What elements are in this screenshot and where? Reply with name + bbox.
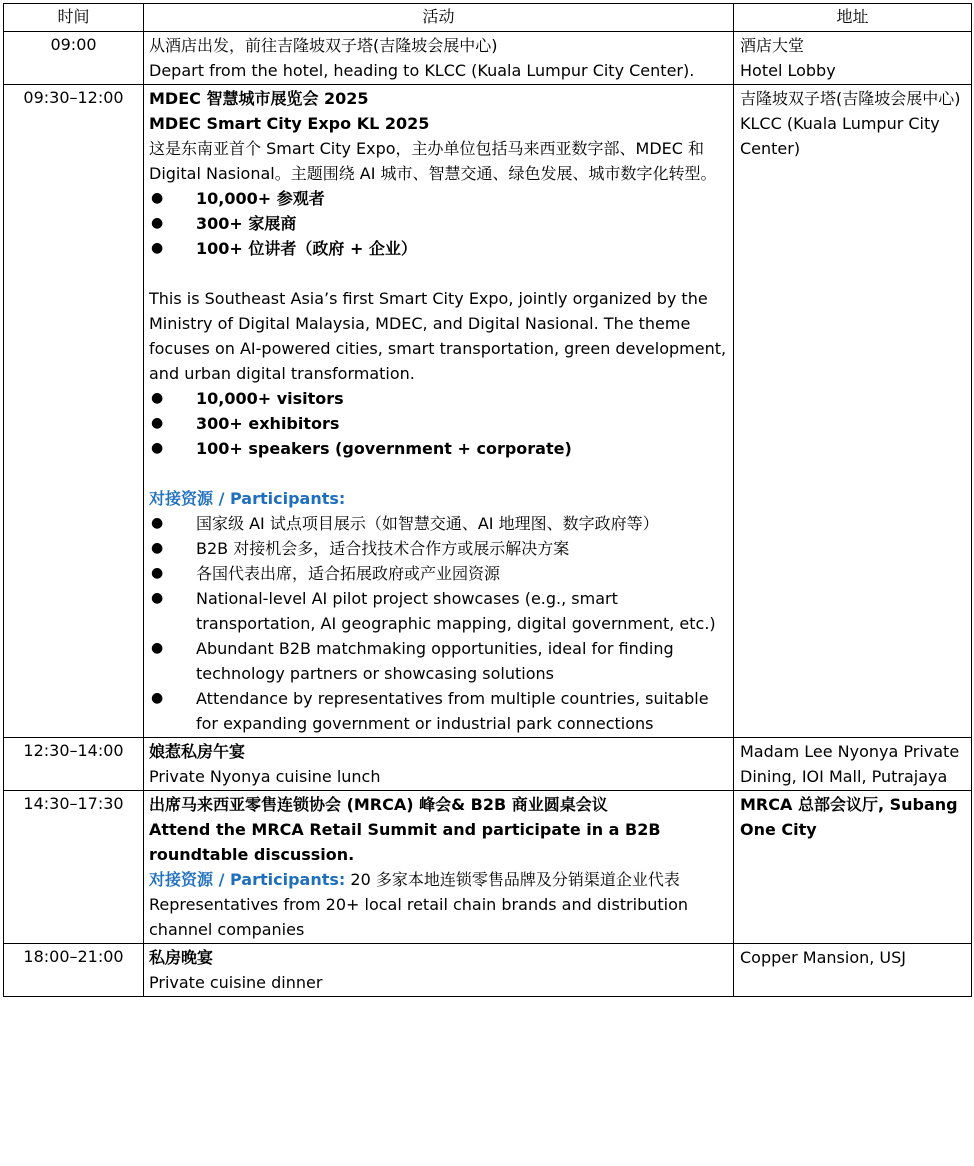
participants-label: 对接资源 / Participants:	[149, 870, 346, 889]
table-row	[4, 738, 972, 791]
activity-title-zh: 私房晚宴	[149, 948, 214, 967]
activity-line: 从酒店出发，前往吉隆坡双子塔(吉隆坡会展中心)	[149, 36, 498, 55]
activity-line: Private Nyonya cuisine lunch	[149, 767, 381, 786]
table-row	[4, 944, 972, 997]
address-line: 吉隆坡双子塔(吉隆坡会展中心)	[740, 89, 961, 108]
stats-list-en	[149, 386, 729, 461]
list-item: ● National-level AI pilot project showcases (e.g., smart transportation, AI geographic mapping, digital government, etc.)	[149, 586, 729, 636]
row-activity	[144, 791, 734, 944]
header-time: 时间	[4, 4, 144, 32]
row-address: Madam Lee Nyonya Private Dining, IOI Mall, Putrajaya	[734, 738, 972, 791]
address-line: Hotel Lobby	[740, 61, 836, 80]
activity-line: Private cuisine dinner	[149, 973, 323, 992]
table-row	[4, 85, 972, 738]
activity-intro-en: This is Southeast Asia’s first Smart City Expo, jointly organized by the Ministry of Digital Malaysia, MDEC, and Digital Nasional. The theme focuses on AI-powered cities, smart transportation, green development, and urban digital transformation.	[149, 289, 727, 383]
address-bold: MRCA 总部会议厅, Subang One City	[740, 795, 958, 839]
row-address	[734, 791, 972, 944]
row-time: 12:30–14:00	[4, 738, 144, 791]
row-time: 18:00–21:00	[4, 944, 144, 997]
header-activity: 活动	[144, 4, 734, 32]
list-item: ● B2B 对接机会多，适合找技术合作方或展示解决方案	[149, 536, 729, 561]
row-time: 09:00	[4, 32, 144, 85]
header-address: 地址	[734, 4, 972, 32]
row-address	[734, 32, 972, 85]
list-item: ● 国家级 AI 试点项目展示（如智慧交通、AI 地理图、数字政府等）	[149, 511, 729, 536]
list-item: ● 300+ 家展商	[149, 211, 729, 236]
row-address: Copper Mansion, USJ	[734, 944, 972, 997]
activity-title-en: Attend the MRCA Retail Summit and participate in a B2B roundtable discussion.	[149, 820, 661, 864]
activity-title-zh: 出席马来西亚零售连锁协会 (MRCA) 峰会& B2B 商业圆桌会议	[149, 795, 608, 814]
row-activity	[144, 32, 734, 85]
participants-line	[149, 867, 729, 942]
participants-label: 对接资源 / Participants:	[149, 489, 346, 508]
row-time: 14:30–17:30	[4, 791, 144, 944]
list-item: ● 100+ speakers (government + corporate)	[149, 436, 729, 461]
itinerary-table	[3, 3, 972, 997]
participants-text: 20 多家本地连锁零售品牌及分销渠道企业代表 Representatives from 20+ local retail chain brands and distribution channel companies	[149, 870, 689, 939]
list-item: ● 各国代表出席，适合拓展政府或产业园资源	[149, 561, 729, 586]
activity-title-zh: 娘惹私房午宴	[149, 742, 246, 761]
row-address	[734, 85, 972, 738]
table-row	[4, 32, 972, 85]
participants-list	[149, 511, 729, 736]
list-item: ● 300+ exhibitors	[149, 411, 729, 436]
row-activity	[144, 738, 734, 791]
row-activity	[144, 85, 734, 738]
address-line: KLCC (Kuala Lumpur City Center)	[740, 114, 940, 158]
row-time: 09:30–12:00	[4, 85, 144, 738]
address-line: 酒店大堂	[740, 36, 805, 55]
list-item: ● Attendance by representatives from multiple countries, suitable for expanding government or industrial park connections	[149, 686, 729, 736]
activity-line: Depart from the hotel, heading to KLCC (Kuala Lumpur City Center).	[149, 61, 695, 80]
activity-title-en: MDEC Smart City Expo KL 2025	[149, 114, 430, 133]
stats-list-zh	[149, 186, 729, 261]
list-item: ● 10,000+ 参观者	[149, 186, 729, 211]
row-activity	[144, 944, 734, 997]
header-row	[4, 4, 972, 32]
list-item: ● 100+ 位讲者（政府 + 企业）	[149, 236, 729, 261]
list-item: ● Abundant B2B matchmaking opportunities, ideal for finding technology partners or showcasing solutions	[149, 636, 729, 686]
table-row	[4, 791, 972, 944]
activity-title-zh: MDEC 智慧城市展览会 2025	[149, 89, 369, 108]
list-item: ● 10,000+ visitors	[149, 386, 729, 411]
activity-intro-zh: 这是东南亚首个 Smart City Expo，主办单位包括马来西亚数字部、MDEC 和 Digital Nasional。主题围绕 AI 城市、智慧交通、绿色发展、城市数字化转型。	[149, 139, 717, 183]
